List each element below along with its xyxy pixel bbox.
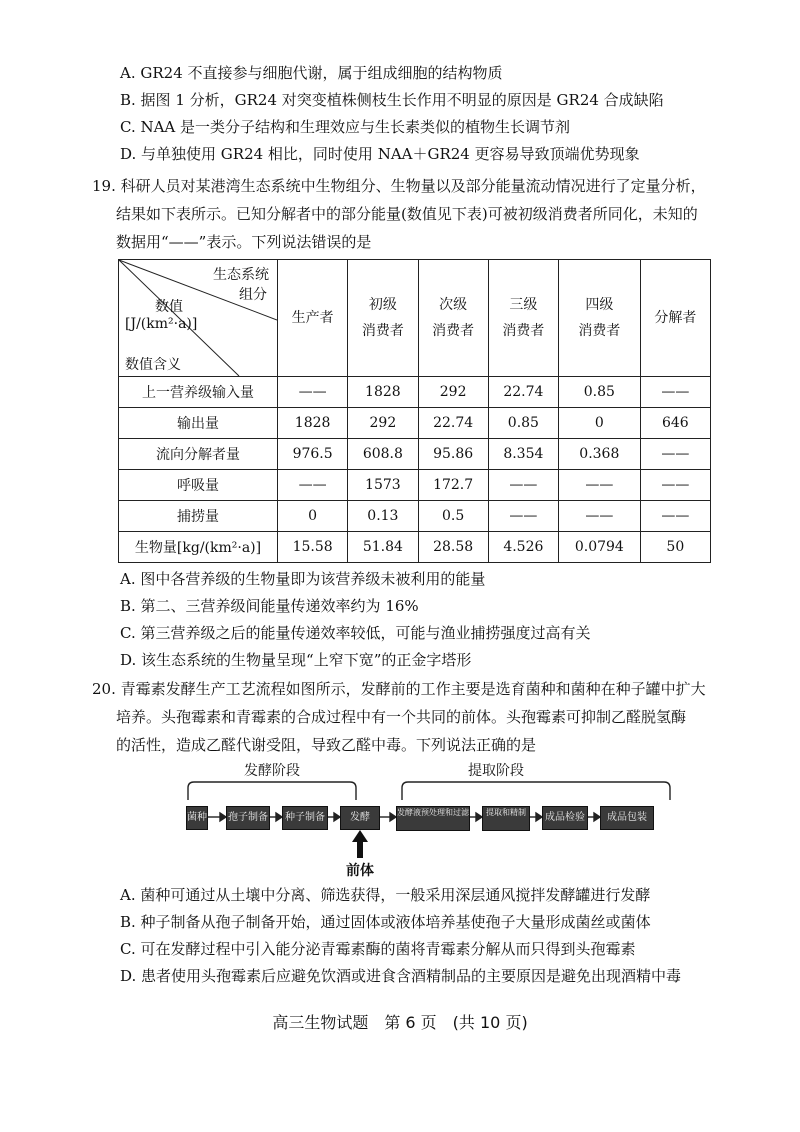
- table-row: [119, 501, 711, 532]
- q20-stem-line-3: 的活性，造成乙醛代谢受阻，导致乙醛中毒。下列说法正确的是: [116, 736, 537, 754]
- table-cell: 8.354: [488, 439, 558, 470]
- col-header-decomposer: [640, 260, 710, 377]
- table-cell: ——: [640, 439, 710, 470]
- col-header-text: 初级: [368, 297, 397, 313]
- q19-stem-line-2: 结果如下表所示。已知分解者中的部分能量(数值见下表)可被初级消费者所同化，未知的: [116, 205, 698, 223]
- row-label: 上一营养级输入量: [119, 377, 278, 408]
- flow-box-extraction: 提取和精制: [482, 806, 530, 831]
- flow-box-spore-prep: 孢子制备: [226, 806, 270, 830]
- col-header-text: 分解者: [654, 310, 697, 326]
- table-cell: 172.7: [418, 470, 488, 501]
- energy-flow-table: [118, 259, 711, 563]
- col-header-primary: [348, 260, 418, 377]
- table-row: [119, 439, 711, 470]
- table-cell: ——: [640, 470, 710, 501]
- col-header-text: 三级: [509, 297, 538, 313]
- col-header-text: 四级: [585, 297, 614, 313]
- table-header-row: [119, 260, 711, 377]
- table-cell: 22.74: [418, 408, 488, 439]
- table-cell: 1828: [348, 377, 418, 408]
- stage-label-extraction: 提取阶段: [468, 763, 524, 779]
- col-header-secondary: [418, 260, 488, 377]
- table-cell: ——: [559, 501, 641, 532]
- table-row: [119, 470, 711, 501]
- q19-option-d: D. 该生态系统的生物量呈现“上窄下宽”的正金字塔形: [120, 651, 472, 669]
- q20-option-b: B. 种子制备从孢子制备开始，通过固体或液体培养基使孢子大量形成菌丝或菌体: [120, 913, 651, 931]
- precursor-arrow: [352, 830, 368, 858]
- flow-box-pretreatment: 发酵液预处理和过滤: [396, 806, 470, 831]
- table-cell: 51.84: [348, 532, 418, 563]
- col-header-text: 生产者: [291, 310, 334, 326]
- table-row: [119, 377, 711, 408]
- table-cell: 0.85: [559, 377, 641, 408]
- q19-option-a: A. 图中各营养级的生物量即为该营养级未被利用的能量: [120, 570, 486, 588]
- q20-stem-line-2: 培养。头孢霉素和青霉素的合成过程中有一个共同的前体。头孢霉素可抑制乙醛脱氢酶: [116, 708, 687, 726]
- row-label: 捕捞量: [119, 501, 278, 532]
- table-cell: 976.5: [278, 439, 348, 470]
- flow-box-fermentation: 发酵: [340, 806, 380, 830]
- table-cell: 292: [418, 377, 488, 408]
- col-header-tertiary: [488, 260, 558, 377]
- q19-stem-line-1: 19. 科研人员对某港湾生态系统中生物组分、生物量以及部分能量流动情况进行了定量分析，: [92, 177, 706, 195]
- flow-box-packaging: 成品包装: [600, 806, 654, 830]
- row-label: 呼吸量: [119, 470, 278, 501]
- table-cell: 0.85: [488, 408, 558, 439]
- table-cell: ——: [488, 501, 558, 532]
- q18-option-c: C. NAA 是一类分子结构和生理效应与生长素类似的植物生长调节剂: [120, 118, 571, 136]
- col-header-text: 消费者: [578, 323, 621, 339]
- flow-box-seed-prep: 种子制备: [282, 806, 328, 830]
- table-cell: ——: [559, 470, 641, 501]
- flow-box-inspection: 成品检验: [542, 806, 588, 830]
- q20-option-d: D. 患者使用头孢霉素后应避免饮酒或进食含酒精制品的主要原因是避免出现酒精中毒: [120, 967, 682, 985]
- table-cell: 608.8: [348, 439, 418, 470]
- table-cell: ——: [640, 377, 710, 408]
- table-cell: ——: [278, 470, 348, 501]
- table-cell: 28.58: [418, 532, 488, 563]
- table-cell: ——: [488, 470, 558, 501]
- q19-option-c: C. 第三营养级之后的能量传递效率较低，可能与渔业捕捞强度过高有关: [120, 624, 591, 642]
- row-label: 流向分解者量: [119, 439, 278, 470]
- precursor-label: 前体: [346, 863, 374, 879]
- q20-stem-line-1: 20. 青霉素发酵生产工艺流程如图所示，发酵前的工作主要是选育菌种和菌种在种子罐中扩大: [92, 680, 706, 698]
- corner-label-system: 生态系统: [213, 267, 269, 283]
- table-cell: 0.368: [559, 439, 641, 470]
- page-footer: 高三生物试题 第 6 页 (共 10 页): [272, 1013, 528, 1032]
- table-cell: 1573: [348, 470, 418, 501]
- table-cell: 292: [348, 408, 418, 439]
- flow-box-strain: 菌种: [186, 806, 208, 830]
- corner-label-component: 组分: [239, 287, 267, 303]
- corner-label-value: 数值: [155, 299, 183, 315]
- table-cell: 95.86: [418, 439, 488, 470]
- q20-option-a: A. 菌种可通过从土壤中分离、筛选获得，一般采用深层通风搅拌发酵罐进行发酵: [120, 886, 651, 904]
- q18-option-d: D. 与单独使用 GR24 相比，同时使用 NAA＋GR24 更容易导致顶端优势现象: [120, 145, 640, 163]
- table-cell: 50: [640, 532, 710, 563]
- table-cell: 646: [640, 408, 710, 439]
- col-header-text: 次级: [439, 297, 468, 313]
- table-cell: 15.58: [278, 532, 348, 563]
- table-cell: 0.5: [418, 501, 488, 532]
- q19-stem-line-3: 数据用“——”表示。下列说法错误的是: [116, 233, 372, 251]
- table-cell: ——: [278, 377, 348, 408]
- penicillin-process-diagram: [180, 760, 680, 900]
- table-cell: 22.74: [488, 377, 558, 408]
- q20-option-c: C. 可在发酵过程中引入能分泌青霉素酶的菌将青霉素分解从而只得到头孢霉素: [120, 940, 636, 958]
- table-row: [119, 532, 711, 563]
- col-header-text: 消费者: [432, 323, 475, 339]
- q18-option-a: A. GR24 不直接参与细胞代谢，属于组成细胞的结构物质: [120, 64, 503, 82]
- stage-label-fermentation: 发酵阶段: [244, 763, 300, 779]
- table-cell: 0: [278, 501, 348, 532]
- corner-label-unit: [J/(km²·a)]: [125, 316, 198, 332]
- table-cell: 4.526: [488, 532, 558, 563]
- col-header-text: 消费者: [361, 323, 404, 339]
- table-cell: 0.0794: [559, 532, 641, 563]
- q19-option-b: B. 第二、三营养级间能量传递效率约为 16%: [120, 597, 419, 615]
- table-cell: 0: [559, 408, 641, 439]
- row-label: 生物量[kg/(km²·a)]: [119, 532, 278, 563]
- q18-option-b: B. 据图 1 分析，GR24 对突变植株侧枝生长作用不明显的原因是 GR24 合成缺陷: [120, 91, 664, 109]
- col-header-text: 消费者: [502, 323, 545, 339]
- table-cell: ——: [640, 501, 710, 532]
- row-label: 输出量: [119, 408, 278, 439]
- table-row: [119, 408, 711, 439]
- col-header-producer: [278, 260, 348, 377]
- table-corner-cell: [119, 260, 278, 377]
- corner-label-meaning: 数值含义: [125, 357, 181, 373]
- table-cell: 1828: [278, 408, 348, 439]
- col-header-quaternary: [559, 260, 641, 377]
- table-cell: 0.13: [348, 501, 418, 532]
